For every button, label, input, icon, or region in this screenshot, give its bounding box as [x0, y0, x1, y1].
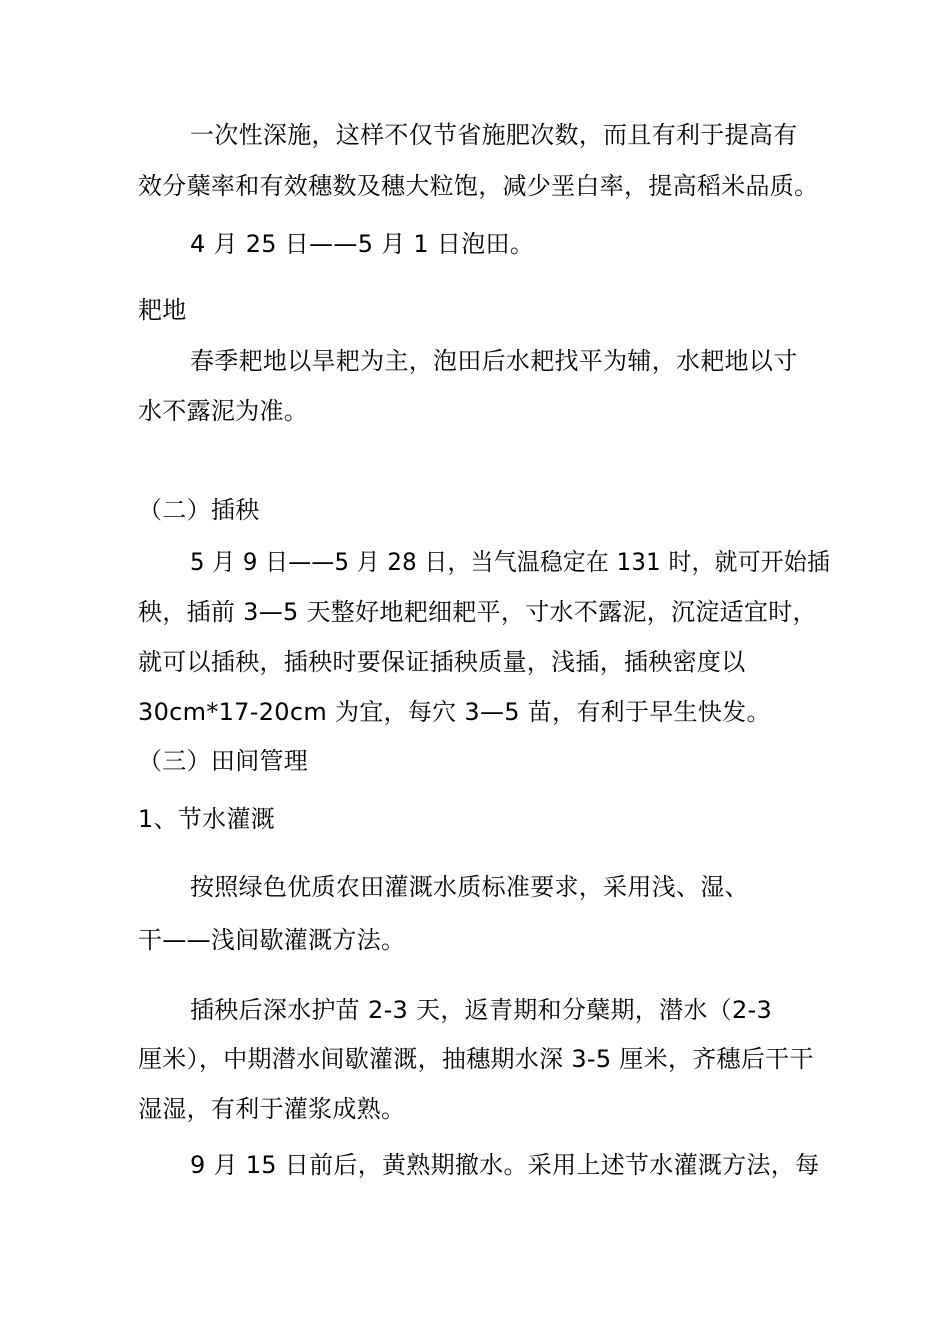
paragraph-line: 秧，插前 3—5 天整好地耙细耙平，寸水不露泥，沉淀适宜时，	[138, 598, 817, 626]
paragraph-line: 9 月 15 日前后，黄熟期撤水。采用上述节水灌溉方法，每	[190, 1151, 820, 1179]
paragraph-line: 4 月 25 日——5 月 1 日泡田。	[190, 230, 535, 258]
paragraph-line: 厘米），中期潜水间歇灌溉，抽穗期水深 3-5 厘米，齐穗后干干	[138, 1045, 814, 1073]
paragraph-line: 一次性深施，这样不仅节省施肥次数，而且有利于提高有	[190, 121, 798, 149]
paragraph-line: 效分蘖率和有效穗数及穗大粒饱，减少垩白率，提高稻米品质。	[138, 172, 819, 200]
paragraph-line: 水不露泥为准。	[138, 397, 309, 425]
paragraph-line: 5 月 9 日——5 月 28 日，当气温稳定在 131 时，就可开始插	[190, 548, 831, 576]
section-heading: （三）田间管理	[138, 747, 309, 775]
paragraph-line: 30cm*17-20cm 为宜，每穴 3—5 苗，有利于早生快发。	[138, 698, 771, 726]
subheading: 耙地	[138, 296, 187, 324]
subheading: 1、节水灌溉	[138, 805, 276, 833]
paragraph-line: 春季耙地以旱耙为主，泡田后水耙找平为辅，水耙地以寸	[190, 347, 798, 375]
section-heading: （二）插秧	[138, 496, 260, 524]
paragraph-line: 插秧后深水护苗 2-3 天，返青期和分蘖期，潜水（2-3	[190, 996, 773, 1024]
paragraph-line: 湿湿，有利于灌浆成熟。	[138, 1095, 406, 1123]
paragraph-line: 就可以插秧，插秧时要保证插秧质量，浅插，插秧密度以	[138, 648, 746, 676]
paragraph-line: 干——浅间歇灌溉方法。	[138, 926, 406, 954]
paragraph-line: 按照绿色优质农田灌溉水质标准要求，采用浅、湿、	[190, 873, 749, 901]
